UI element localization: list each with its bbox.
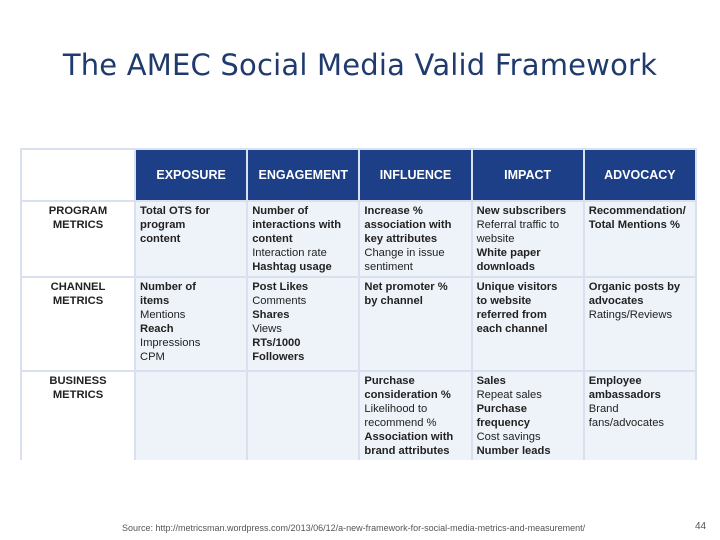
metric-line: Change in issue	[364, 247, 445, 259]
metric-line: Repeat sales	[476, 389, 542, 401]
metric-line: interactions with	[252, 219, 342, 231]
metric-line: by channel	[364, 295, 423, 307]
metric-cell	[136, 372, 246, 460]
metric-line: Net promoter %	[364, 281, 448, 293]
metric-line: Mentions	[140, 309, 186, 321]
metric-line: Hashtag usage	[252, 261, 332, 273]
slide-title: The AMEC Social Media Valid Framework	[62, 48, 658, 82]
metric-line: downloads	[476, 261, 535, 273]
column-header: IMPACT	[473, 150, 583, 200]
metric-line: Brand	[588, 403, 619, 415]
metric-line: Ratings/Reviews	[588, 309, 673, 321]
metric-cell	[248, 202, 358, 276]
metric-line: referred from	[476, 309, 547, 321]
metric-line: Comments	[252, 295, 307, 307]
metric-line: sentiment	[364, 261, 413, 273]
metric-line: RTs/1000	[252, 337, 301, 349]
metric-line: New subscribers	[476, 205, 567, 217]
row-label-line: PROGRAM	[48, 205, 108, 217]
row-label	[22, 202, 134, 276]
metric-cell	[248, 278, 358, 370]
metric-line: frequency	[476, 417, 531, 429]
metric-line: each channel	[476, 323, 548, 335]
metric-cell	[360, 278, 470, 370]
metric-line: Impressions	[140, 337, 201, 349]
page-number: 44	[695, 521, 707, 532]
metric-cell	[360, 202, 470, 276]
metric-line: Sales	[476, 375, 506, 387]
metric-line: Number of	[140, 281, 196, 293]
metric-line: Organic posts by	[588, 281, 681, 293]
metric-line: consideration %	[364, 389, 451, 401]
metric-line: Views	[252, 323, 282, 335]
metric-cell	[473, 202, 583, 276]
metric-line: Recommendation/	[588, 205, 686, 217]
metric-cell	[248, 372, 358, 460]
metric-cell	[585, 202, 695, 276]
corner-cell	[22, 150, 134, 200]
metric-cell	[360, 372, 470, 460]
metric-line: Reach	[140, 323, 174, 335]
source-citation: Source: http://metricsman.wordpress.com/2013/06/12/a-new-framework-for-social-media-metrics-and-measurement/	[122, 523, 586, 533]
metric-line: fans/advocates	[588, 417, 665, 429]
table-row	[22, 202, 695, 276]
metric-line: Followers	[252, 351, 305, 363]
table-row	[22, 372, 695, 460]
metric-line: Purchase	[364, 375, 415, 387]
row-label-line: METRICS	[52, 219, 104, 231]
metric-line: Employee	[588, 375, 642, 387]
metric-cell	[585, 278, 695, 370]
column-header: EXPOSURE	[136, 150, 246, 200]
metric-line: Purchase	[476, 403, 527, 415]
column-header: ENGAGEMENT	[248, 150, 358, 200]
metric-line: content	[140, 233, 181, 245]
metric-line: CPM	[140, 351, 165, 363]
metric-line: to website	[476, 295, 532, 307]
header-row	[22, 150, 695, 200]
metric-line: items	[140, 295, 170, 307]
metric-cell	[473, 278, 583, 370]
metric-line: White paper	[476, 247, 541, 259]
metric-line: Number of	[252, 205, 309, 217]
metric-line: Association with	[364, 431, 454, 443]
metric-line: Post Likes	[252, 281, 309, 293]
metric-line: website	[476, 233, 515, 245]
metric-line: ambassadors	[588, 389, 661, 401]
metric-line: Total Mentions %	[588, 219, 680, 231]
metric-line: Referral traffic to	[476, 219, 560, 231]
metric-line: Unique visitors	[476, 281, 558, 293]
metric-line: program	[140, 219, 186, 231]
row-label-line: CHANNEL	[50, 281, 106, 293]
row-label-line: METRICS	[52, 389, 104, 401]
metric-cell	[473, 372, 583, 460]
metric-line: Likelihood to	[364, 403, 428, 415]
metric-line: Shares	[252, 309, 290, 321]
metric-line: Number leads	[476, 445, 551, 457]
row-label	[22, 278, 134, 370]
column-header: ADVOCACY	[585, 150, 695, 200]
metric-line: Cost savings	[476, 431, 541, 443]
metric-line: Increase %	[364, 205, 423, 217]
metric-line: brand attributes	[364, 445, 450, 457]
column-header: INFLUENCE	[360, 150, 470, 200]
table-row	[22, 278, 695, 370]
row-label	[22, 372, 134, 460]
metric-line: advocates	[588, 295, 644, 307]
metric-line: content	[252, 233, 293, 245]
metric-line: Total OTS for	[140, 205, 211, 217]
metric-cell	[136, 278, 246, 370]
metric-cell	[585, 372, 695, 460]
row-label-line: BUSINESS	[49, 375, 107, 387]
row-label-line: METRICS	[52, 295, 104, 307]
metric-line: Interaction rate	[252, 247, 327, 259]
metric-line: association with	[364, 219, 452, 231]
metric-line: recommend %	[364, 417, 437, 429]
metric-cell	[136, 202, 246, 276]
framework-table	[20, 148, 697, 460]
metric-line: key attributes	[364, 233, 438, 245]
